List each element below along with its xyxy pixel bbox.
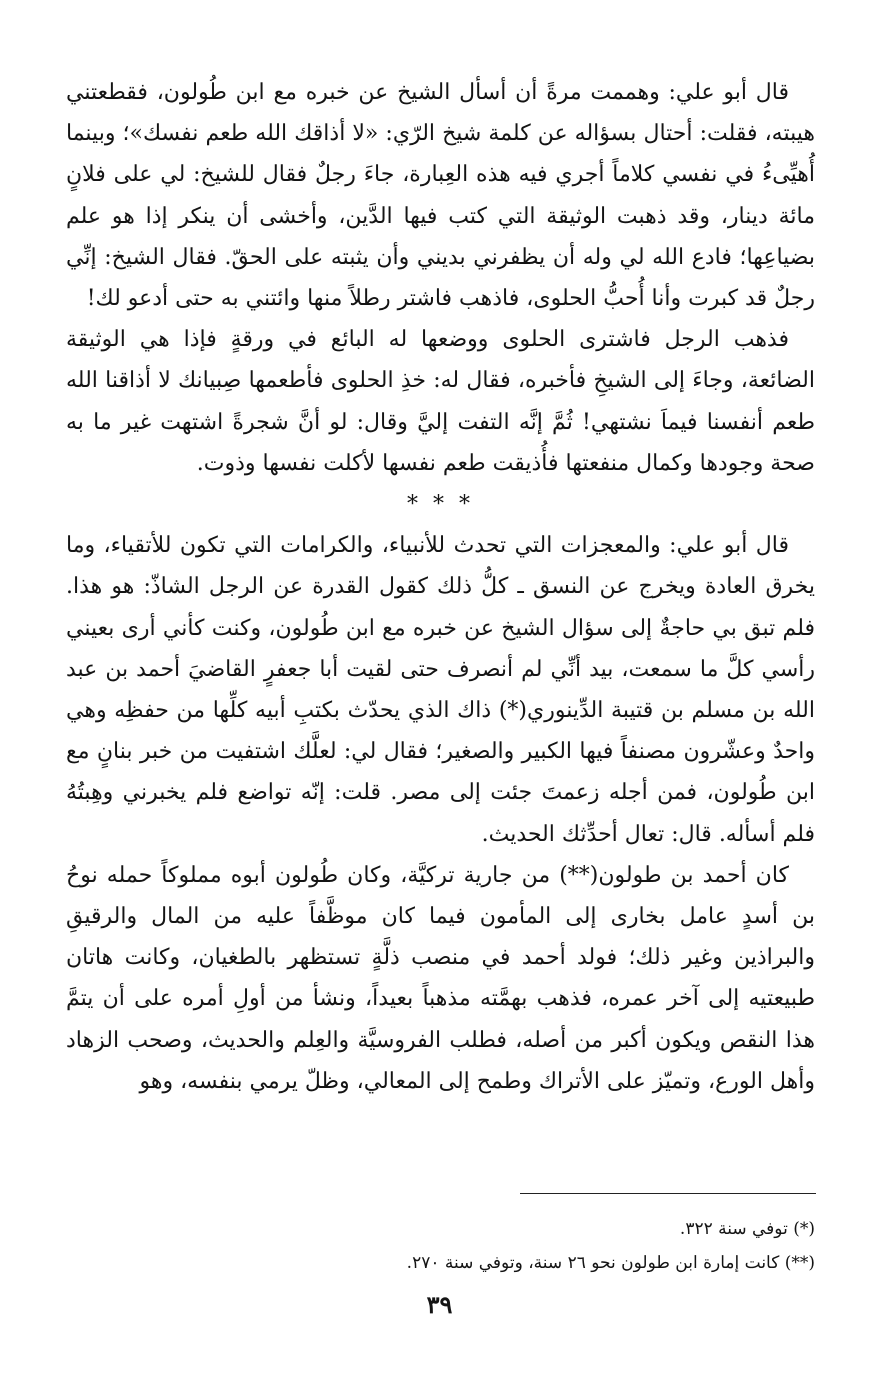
paragraph-2: فذهب الرجل فاشترى الحلوى ووضعها له البائع في ورقةٍ فإذا هي الوثيقة الضائعة، وجاءَ إلى الشيخِ فأخبره، فقال له: خذِ الحلوى فأطعمها صِبيانك لا أذاقنا الله طعم أنفسنا فيماَ نشتهي! ثُمَّ إنَّه التفت إليَّ وقال: لو أنَّ شجرةً اشتهت غير ما به صحة وجودها وكمال منفعتها فأُذيقت طعم نفسها لأكلت نفسها وذوت. bbox=[66, 327, 815, 476]
footnote-2: (**) كانت إمارة ابن طولون نحو ٢٦ سنة، وتوفي سنة ٢٧٠. bbox=[406, 1253, 815, 1273]
footnote-1: (*) توفي سنة ٣٢٢. bbox=[679, 1219, 815, 1239]
section-separator: * * * bbox=[407, 492, 474, 518]
footnotes bbox=[66, 1212, 815, 1280]
paragraph-1: قال أبو علي: وهممت مرةً أن أسأل الشيخ عن خبره مع ابن طُولون، فقطعتني هيبته، فقلت: أحتال بسؤاله عن كلمة شيخ الرّي: «لا أذاقك الله طعم نفسك»؛ وبينما أُهيِّىءُ في نفسي كلاماً أجري فيه هذه العِبارة، جاءَ رجلٌ فقال للشيخ: لي على فلانٍ مائة دينار، وقد ذهبت الوثيقة التي كتب فيها الدَّين، وأخشى أن ينكر إذا هو علم بضياعِها؛ فادع الله لي وله أن يظفرني بديني وأن يثبته على الحقّ. فقال الشيخ: إنِّي رجلٌ قد كبرت وأنا أُحبُّ الحلوى، فاذهب فاشتر رطلاً منها وائتني به حتى أدعو لك! bbox=[66, 80, 815, 312]
footnote-divider bbox=[520, 1193, 816, 1194]
paragraph-4: كان أحمد بن طولون(**) من جارية تركيَّة، وكان طُولون أبوه مملوكاً حمله نوحُ بن أسدٍ عامل بخارى إلى المأمون فيما كان موظَّفاً عليه من المال والرقيقِ والبراذين وغير ذلك؛ فولد أحمد في منصب ذلَّةٍ تستظهر بالطغيان، وكانت هاتان طبيعتيه إلى آخر عمره، فذهب بهمَّته مذهباً بعيداً، ونشأ من أولِ أمره على أن يتمَّ هذا النقص ويكون أكبر من أصله، فطلب الفروسيَّة والعِلم والحديث، وصحب الزهاد وأهل الورع، وتميّز على الأتراك وطمح إلى المعالي، وظلّ يرمي بنفسه، وهو bbox=[66, 862, 815, 1094]
paragraph-3: قال أبو علي: والمعجزات التي تحدث للأنبياء، والكرامات التي تكون للأتقياء، وما يخرق العادة ويخرج عن النسق ـ كلُّ ذلك كقول القدرة عن الرجل الشاذّ: هو هذا. فلم تبق بي حاجةٌ إلى سؤال الشيخ عن خبره مع ابن طُولون، وكنت كأني أرى بعيني رأسي كلَّ ما سمعت، بيد أنِّي لم أنصرف حتى لقيت أبا جعفرٍ القاضيَ أحمد بن عبد الله بن مسلم بن قتيبة الدِّينوري(*) ذاك الذي يحدّث بكتبِ أبيه كلِّها من حفظِه وهي واحدٌ وعشّرون مصنفاً فيها الكبير والصغير؛ فقال لي: لعلَّك اشتفيت من خبر بنانٍ مع ابن طُولون، فمن أجله زعمتَ جئت إلى مصر. قلت: إنّه تواضع فلم يخبرني وهِبتُهُ فلم أسأله. قال: تعال أحدِّثك الحديث. bbox=[66, 533, 815, 847]
main-text bbox=[66, 72, 815, 1102]
page-number: ٣٩ bbox=[426, 1290, 453, 1319]
